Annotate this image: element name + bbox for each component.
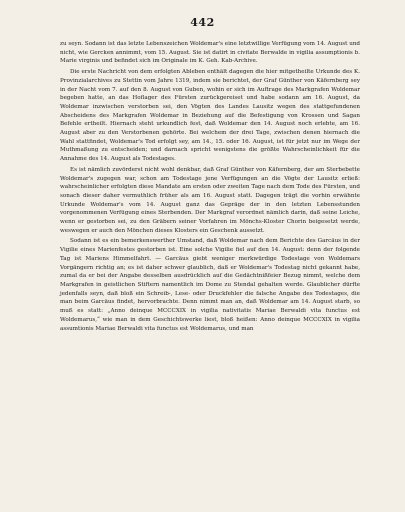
body-text xyxy=(60,40,360,333)
paragraph-3: Es ist nämlich zuvörderst nicht wohl denkbar, daß Graf Günther von Käfernberg, der am Sterbebette Woldemar's zugegen war, schon am Todestage jene Verfügungen an die Vögte der Lausitz erließ: wahrscheinlicher erfolgten diese Mandate am ersten oder zweiten Tage nach dem Tode des Fürsten, und sonach dieser daher vermuthlich früher als am 16. August statt. Dagegen trägt die vorhin erwähnte Urkunde Woldemar's vom 14. August ganz das Gepräge der in den letzten Lebensstunden vorgenommenen Verfügung eines Sterbenden. Der Markgraf verordnet nämlich darin, daß seine Leiche, wenn er gestorben sei, zu den Gräbern seiner Vorfahren im Mönchs-Kloster Chorin beigesetzt werde, weswegen er auch den Mönchen dieses Klosters ein Geschenk aussetzt. xyxy=(60,166,360,234)
paragraph-1: zu seyn. Sodann ist das letzte Lebenszeichen Woldemar's eine letztwillige Verfügung vom 14. August und nicht, wie Gercken annimmt, vom 15. August. Sie ist datirt in civitate Berwalde in vigilia assumptionis b. Marie virginis und befindet sich im Originale im K. Geh. Kab-Archive. xyxy=(60,41,360,65)
paragraph-4: Sodann ist es ein bemerkenswerther Umstand, daß Woldemar nach dem Berichte des Garcäus in der Vigilie eines Marienfestes gestorben ist. Eine solche Vigilie fiel auf den 14. August: denn der folgende Tag ist Mariens Himmelfahrt. — Garcäus giebt weniger merkwürdige Todestage von Woldemars Vorgängern richtig an; es ist daher schwer glaublich, daß er Woldemar's Todestag nicht gekannt habe, zumal da er bei der Angabe desselben ausdrücklich auf die Gedächtnißfeier Bezug nimmt, welche dem Markgrafen in geistlichen Stiftern namentlich im Dome zu Stendal gehalten werde. Glaublicher dürfte jedenfalls seyn, daß bloß ein Schreib-, Lese- oder Druckfehler die falsche Angabe des Todestages, die man beim Garcäus findet, hervorbrachte. Denn nimmt man an, daß Woldemar am 14. August starb, so muß es statt: „Anno deinque MCCCXIX in vigilia nativitatis Mariae Berwaldi vita functus est Woldemarus,“ wie man in dem Geschichtswerke liest, bloß heißen: Anno deinque MCCCXIX in vigilia assumtionis Mariae Berwaldi vita functus est Woldemarus, und man xyxy=(60,238,360,332)
page-number: 442 xyxy=(190,16,215,29)
paragraph-2: Die erste Nachricht von dem erfolgten Ableben enthält dagegen die hier mitgetheilte Urkunde des K. Provinzialarchives zu Stettin vom Jahre 1319, indem sie berichtet, der Graf Günther von Käfernberg sey in der Nacht vom 7. auf den 8. August von Guben, wohin er sich im Auftrage des Markgrafen Woldemar begeben hatte, an das Hoflager des Fürsten zurückgereiset und habe sodann am 16. August, da Woldemar inzwischen verstorben sei, den Vögten des Landes Lausitz wegen des stattgefundenen Abscheidens des Markgrafen Woldemar in Beziehung auf die Befestigung von Krossen und Sagan Befehle ertheilt. Hiernach steht urkundlich fest, daß Woldemar den 14. August noch erlebte, am 16. August aber zu den Verstorbenen gehörte. Bei welchem der drei Tage, zwischen denen hiernach die Wahl stattfindet, Woldemar's Tod erfolgt sey, am 14., 15. oder 16. August, ist für jetzt nur im Wege der Muthmaßung zu entscheiden; und darnach spricht wenigstens die größte Wahrscheinlichkeit für die Annahme des 14. August als Todestages. xyxy=(60,69,360,163)
